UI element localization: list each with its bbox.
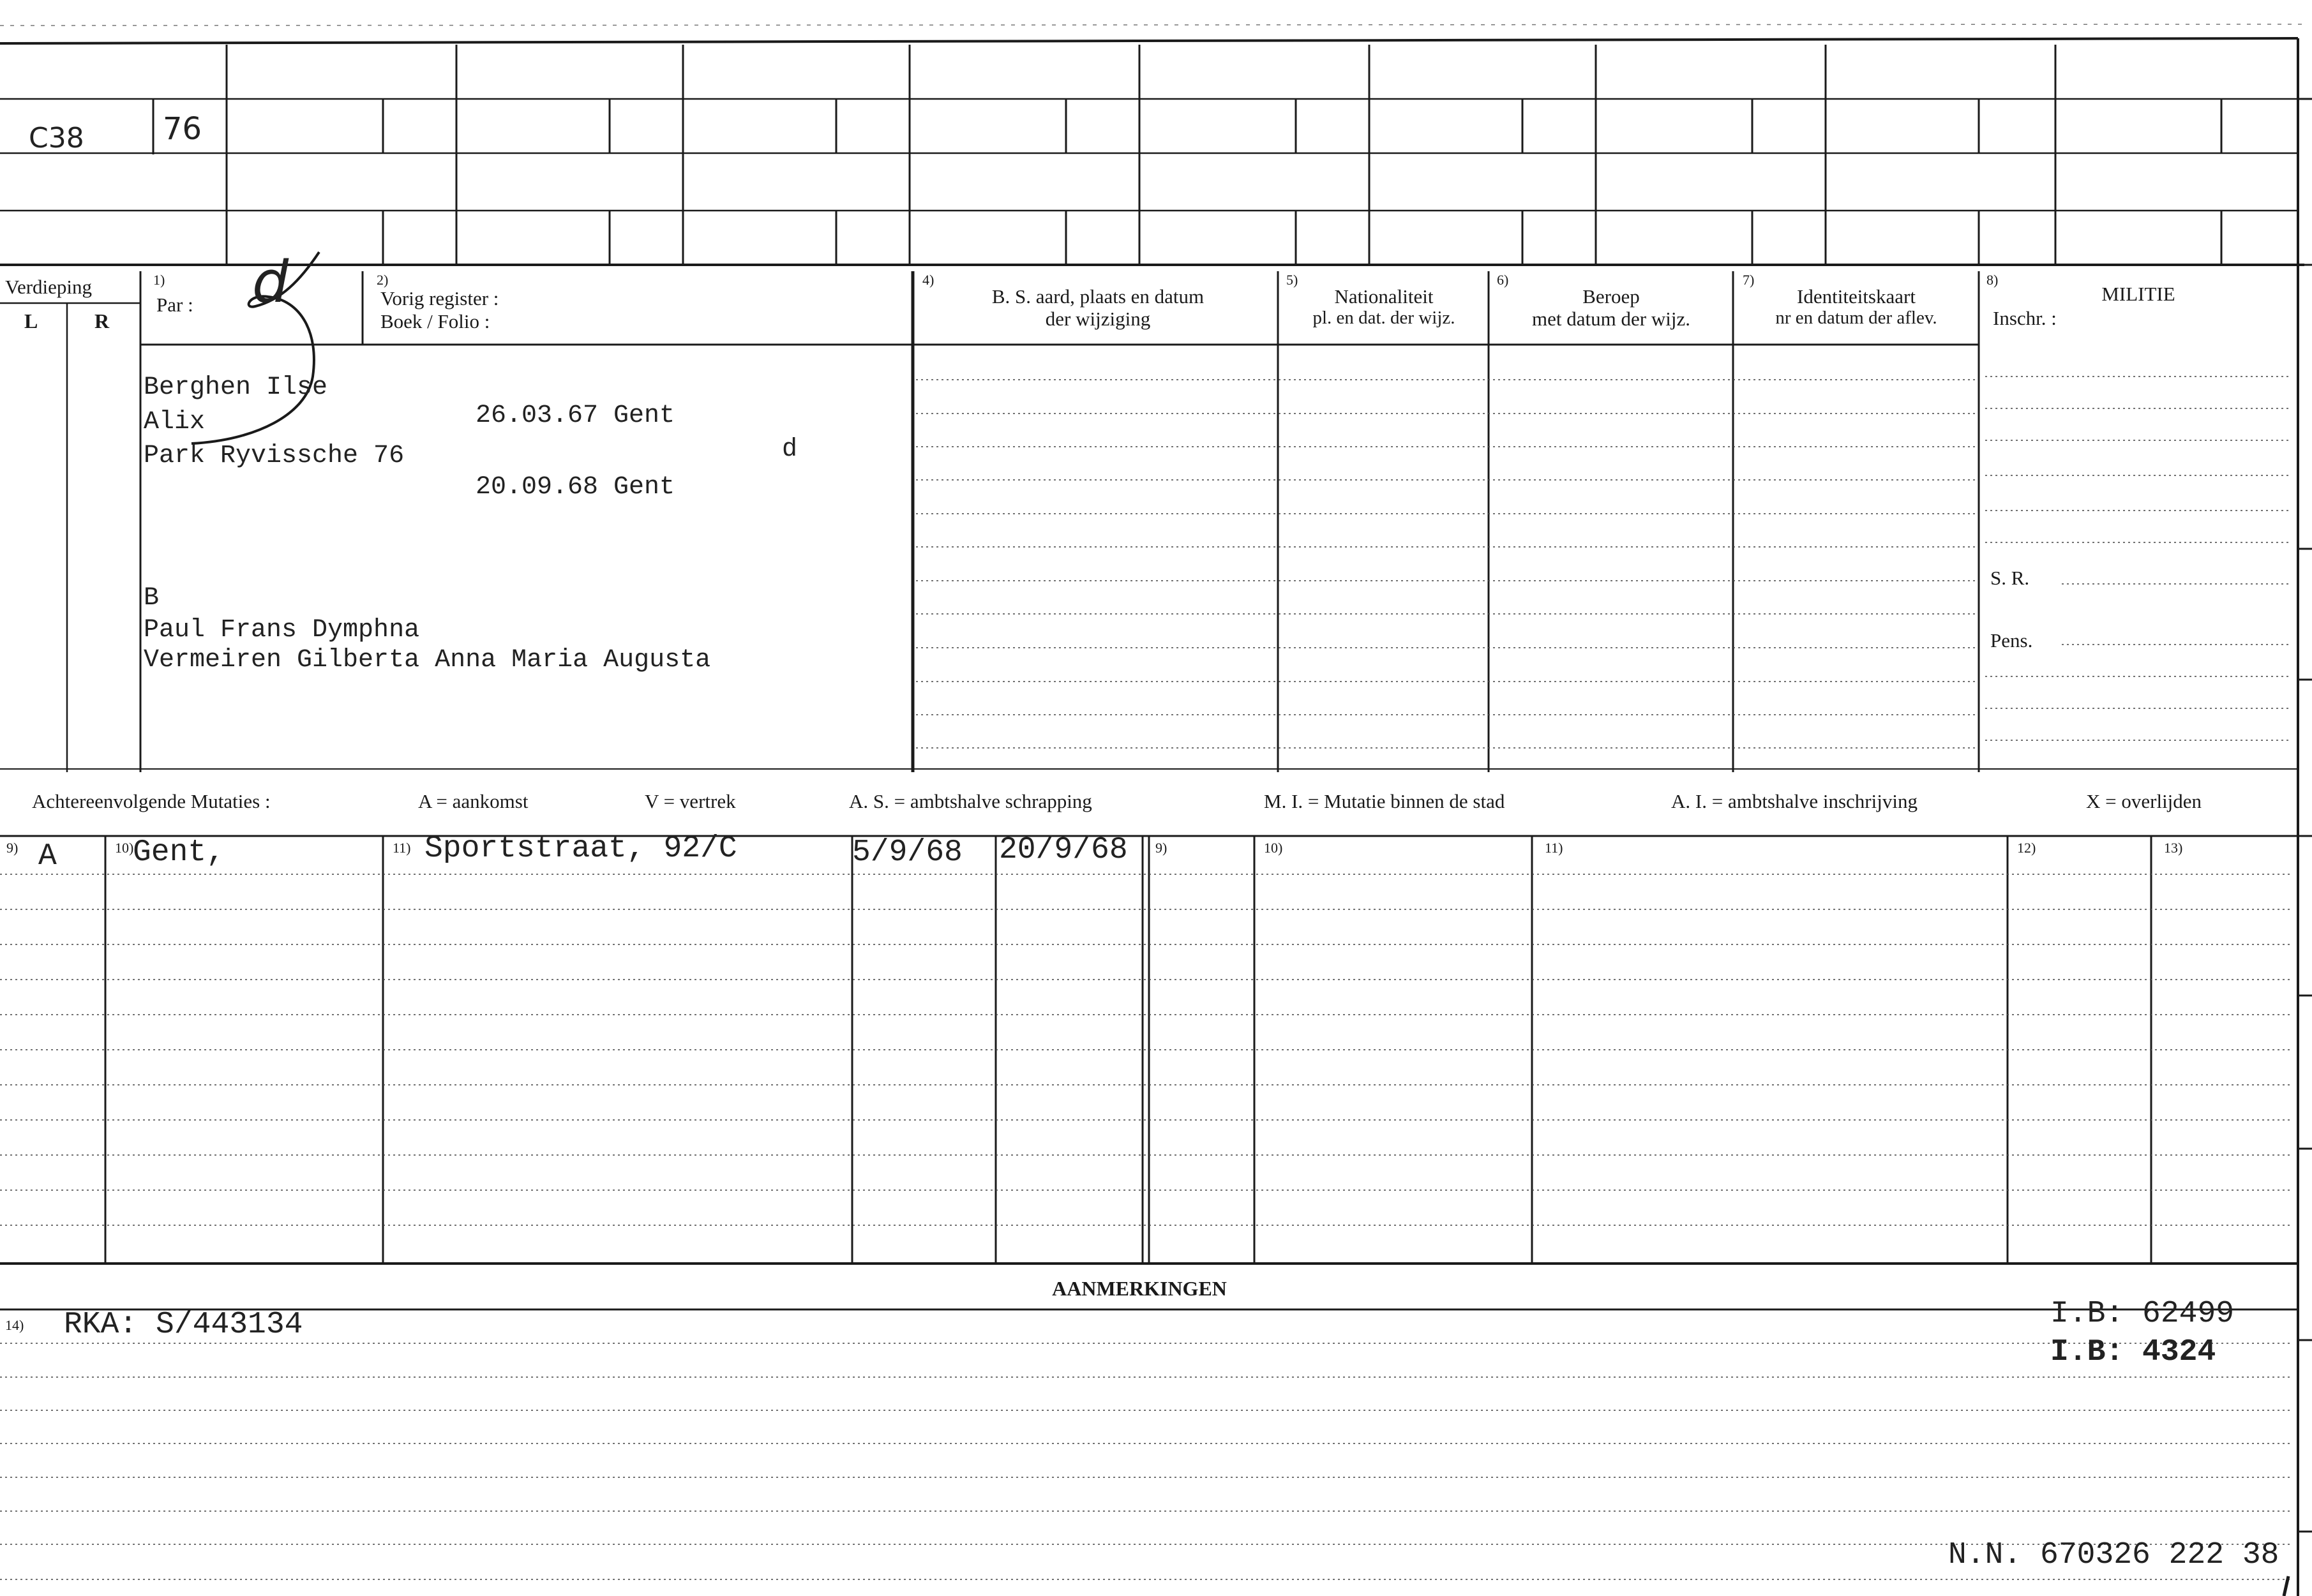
footnote-1: 1) — [153, 272, 165, 288]
mutation-date-1: 5/9/68 — [852, 835, 963, 870]
mutation-city: Gent, — [133, 835, 225, 870]
footnote-10-second: 10) — [1264, 840, 1283, 856]
father-name: Paul Frans Dymphna — [144, 616, 420, 645]
person-first-name: Alix — [144, 408, 206, 436]
right-label: R — [94, 310, 110, 332]
aanmerkingen-title: AANMERKINGEN — [1052, 1277, 1227, 1300]
mutaties-title: Achtereenvolgende Mutaties : — [32, 790, 271, 812]
nationaliteit-line1: Nationaliteit — [1334, 285, 1434, 308]
bs-header-line1: B. S. aard, plaats en datum — [991, 285, 1205, 308]
register-number: 76 — [163, 111, 202, 147]
legend-mutatie-binnen-stad: M. I. = Mutatie binnen de stad — [1264, 790, 1505, 812]
militie-label: MILITIE — [2101, 283, 2175, 305]
footnote-2: 2) — [377, 272, 389, 288]
footnote-12: 12) — [2017, 840, 2036, 856]
footnote-6: 6) — [1497, 272, 1509, 288]
par-label: Par : — [156, 294, 193, 316]
legend-ambtshalve-inschrijving: A. I. = ambtshalve inschrijving — [1671, 790, 1918, 812]
bs-header-line2: der wijziging — [1045, 308, 1151, 330]
pens-label: Pens. — [1990, 629, 2033, 652]
mother-name: Vermeiren Gilberta Anna Maria Augusta — [144, 646, 711, 675]
beroep-line1: Beroep — [1582, 285, 1640, 308]
boek-folio-label: Boek / Folio : — [380, 310, 490, 332]
identiteitskaart-line1: Identiteitskaart — [1797, 285, 1916, 308]
footnote-7: 7) — [1743, 272, 1755, 288]
inschr-label: Inschr. : — [1993, 307, 2057, 329]
person-address: Park Ryvissche 76 — [144, 442, 405, 470]
legend-ambtshalve-schrapping: A. S. = ambtshalve schrapping — [849, 790, 1092, 812]
footnote-5: 5) — [1286, 272, 1298, 288]
national-number: N.N. 670326 222 38 — [1948, 1538, 2279, 1572]
left-label: L — [24, 310, 38, 332]
footnote-11-second: 11) — [1545, 840, 1563, 856]
footnote-11: 11) — [393, 840, 411, 856]
footnote-10: 10) — [115, 840, 134, 856]
identiteitskaart-line2: nr en datum der aflev. — [1775, 308, 1937, 328]
person-code-b: B — [144, 584, 160, 613]
footnote-13: 13) — [2164, 840, 2183, 856]
birth-date-place: 26.03.67 Gent — [476, 401, 675, 430]
legend-aankomst: A = aankomst — [418, 790, 529, 812]
mark-d: d — [782, 435, 798, 464]
verdieping-label: Verdieping — [5, 276, 93, 298]
mutation-type: A — [38, 839, 57, 874]
legend-vertrek: V = vertrek — [645, 790, 736, 812]
ib-number-2: I.B: 4324 — [2050, 1335, 2216, 1369]
mutation-date-2: 20/9/68 — [999, 833, 1128, 867]
ib-number-1: I.B: 62499 — [2050, 1297, 2235, 1331]
sr-label: S. R. — [1990, 567, 2030, 589]
par-handwritten-mark: d — [252, 249, 289, 316]
rka-number: RKA: S/443134 — [64, 1308, 303, 1342]
register-code: C38 — [29, 122, 84, 154]
margin-ink-mark — [2284, 1576, 2288, 1596]
mutation-address: Sportstraat, 92/C — [424, 832, 737, 866]
footnote-8: 8) — [1986, 272, 1999, 288]
footnote-4: 4) — [922, 272, 935, 288]
footnote-9-second: 9) — [1155, 840, 1167, 856]
footnote-14: 14) — [5, 1317, 24, 1333]
person-name: Berghen Ilse — [144, 373, 328, 402]
footnote-9: 9) — [6, 840, 19, 856]
legend-overlijden: X = overlijden — [2086, 790, 2202, 812]
vorig-register-label: Vorig register : — [380, 287, 499, 310]
registration-date-place: 20.09.68 Gent — [476, 473, 675, 502]
nationaliteit-line2: pl. en dat. der wijz. — [1312, 308, 1455, 328]
beroep-line2: met datum der wijz. — [1532, 308, 1690, 330]
